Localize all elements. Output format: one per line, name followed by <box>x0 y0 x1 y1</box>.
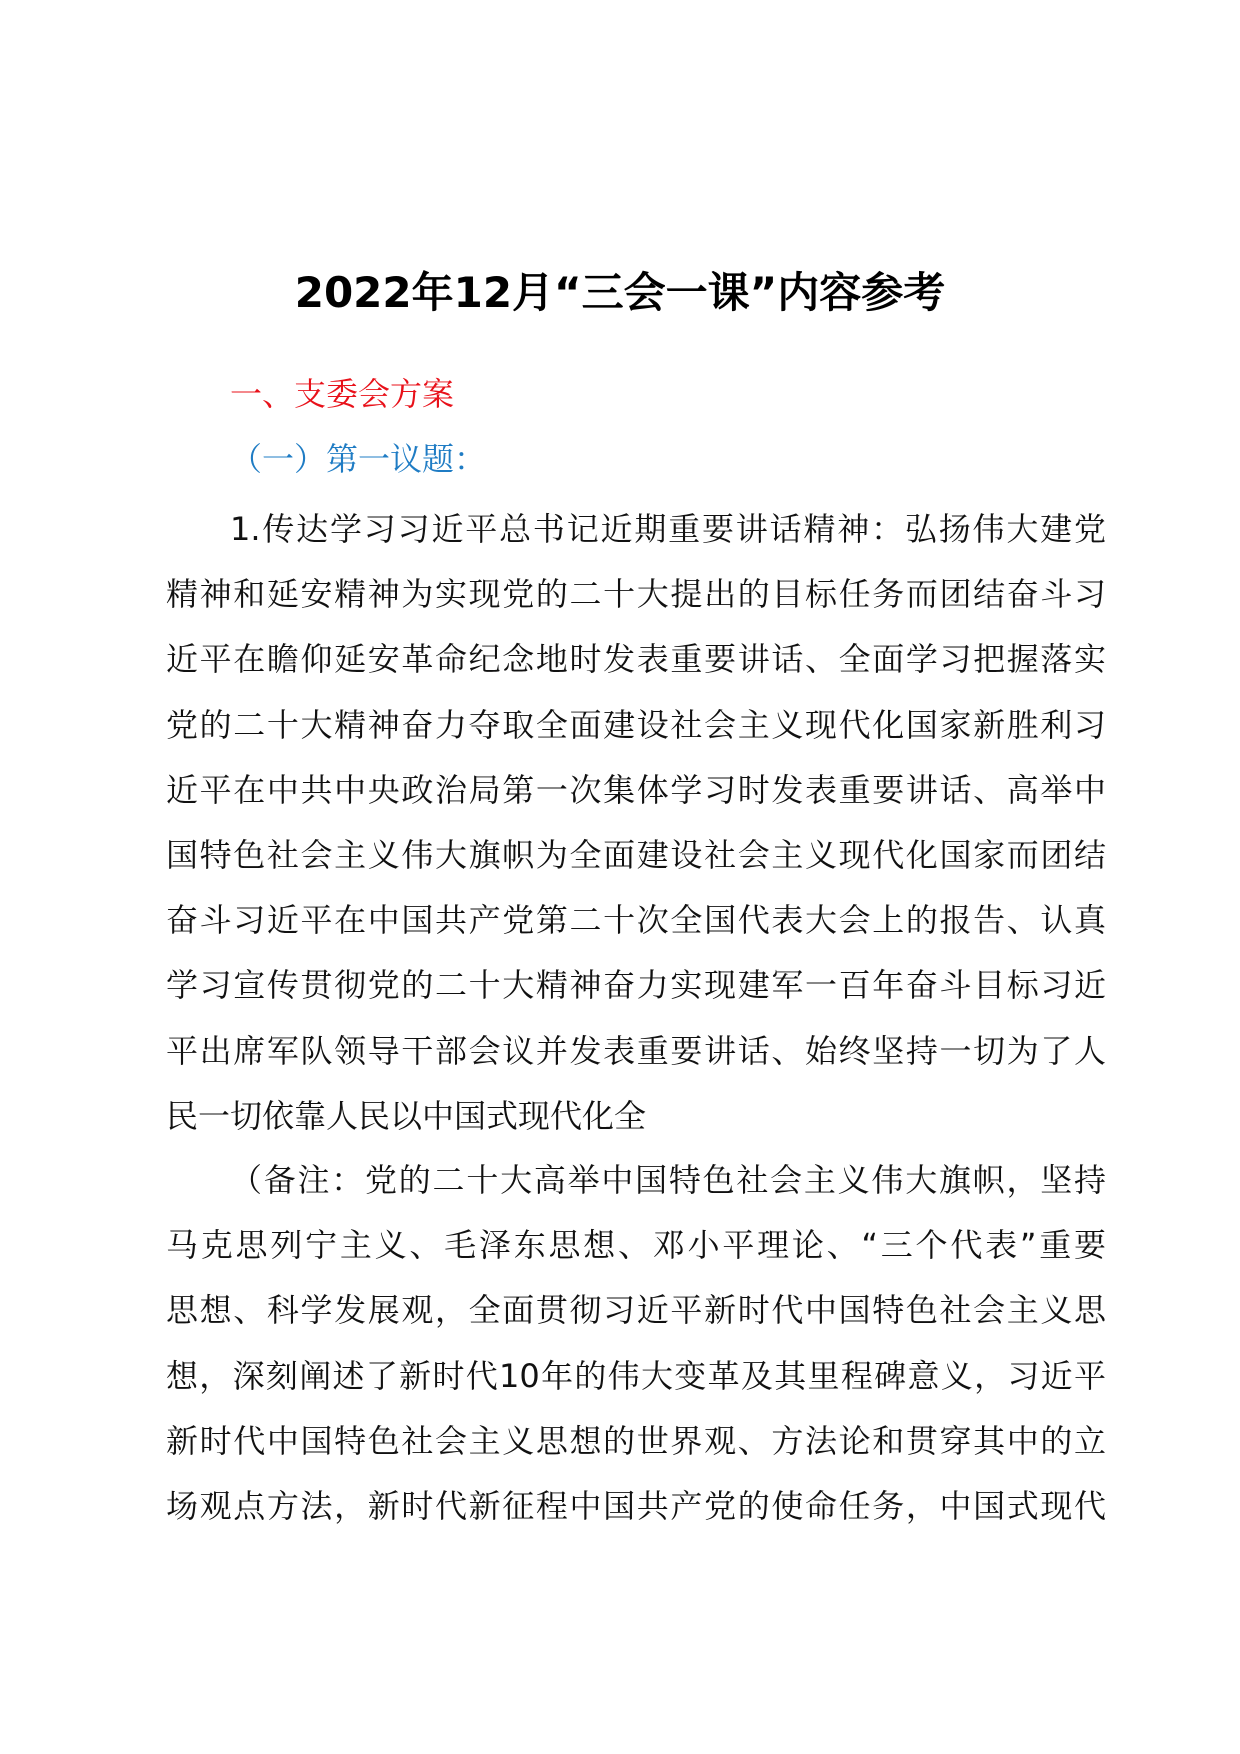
paragraph-line: 民一切依靠人民以中国式现代化全 <box>166 1096 647 1135</box>
document-title: 2022年12月“三会一课”内容参考 <box>294 268 946 317</box>
paragraph-line: 近平在中共中央政治局第一次集体学习时发表重要讲话、高举中 <box>166 770 1106 809</box>
paragraph-line: 场观点方法，新时代新征程中国共产党的使命任务，中国式现代 <box>166 1486 1106 1525</box>
paragraph-line: 精神和延安精神为实现党的二十大提出的目标任务而团结奋斗习 <box>166 575 1106 614</box>
paragraph-line: 学习宣传贯彻党的二十大精神奋力实现建军一百年奋斗目标习近 <box>166 966 1106 1005</box>
subsection-heading-first-topic: （一）第一议题： <box>230 440 487 478</box>
paragraph-speech-content <box>166 497 1106 1149</box>
paragraph-line: 1.传达学习习近平总书记近期重要讲话精神：弘扬伟大建党 <box>230 510 1106 548</box>
paragraph-line: 想，深刻阐述了新时代10年的伟大变革及其里程碑意义，习近平 <box>166 1356 1106 1395</box>
paragraph-line: 国特色社会主义伟大旗帜为全面建设社会主义现代化国家而团结 <box>166 835 1106 874</box>
paragraph-remarks <box>166 1148 1106 1539</box>
section-heading-branch-committee: 一、支委会方案 <box>230 375 455 413</box>
paragraph-line: 新时代中国特色社会主义思想的世界观、方法论和贯穿其中的立 <box>166 1421 1106 1460</box>
paragraph-line: 马克思列宁主义、毛泽东思想、邓小平理论、“三个代表”重要 <box>166 1226 1106 1265</box>
paragraph-line: 思想、科学发展观，全面贯彻习近平新时代中国特色社会主义思 <box>166 1291 1106 1330</box>
paragraph-line: 近平在瞻仰延安革命纪念地时发表重要讲话、全面学习把握落实 <box>166 640 1106 679</box>
paragraph-line: 奋斗习近平在中国共产党第二十次全国代表大会上的报告、认真 <box>166 901 1106 940</box>
paragraph-line: 平出席军队领导干部会议并发表重要讲话、始终坚持一切为了人 <box>166 1031 1106 1070</box>
paragraph-line: （备注：党的二十大高举中国特色社会主义伟大旗帜，坚持 <box>230 1161 1106 1199</box>
paragraph-line: 党的二十大精神奋力夺取全面建设社会主义现代化国家新胜利习 <box>166 705 1106 744</box>
